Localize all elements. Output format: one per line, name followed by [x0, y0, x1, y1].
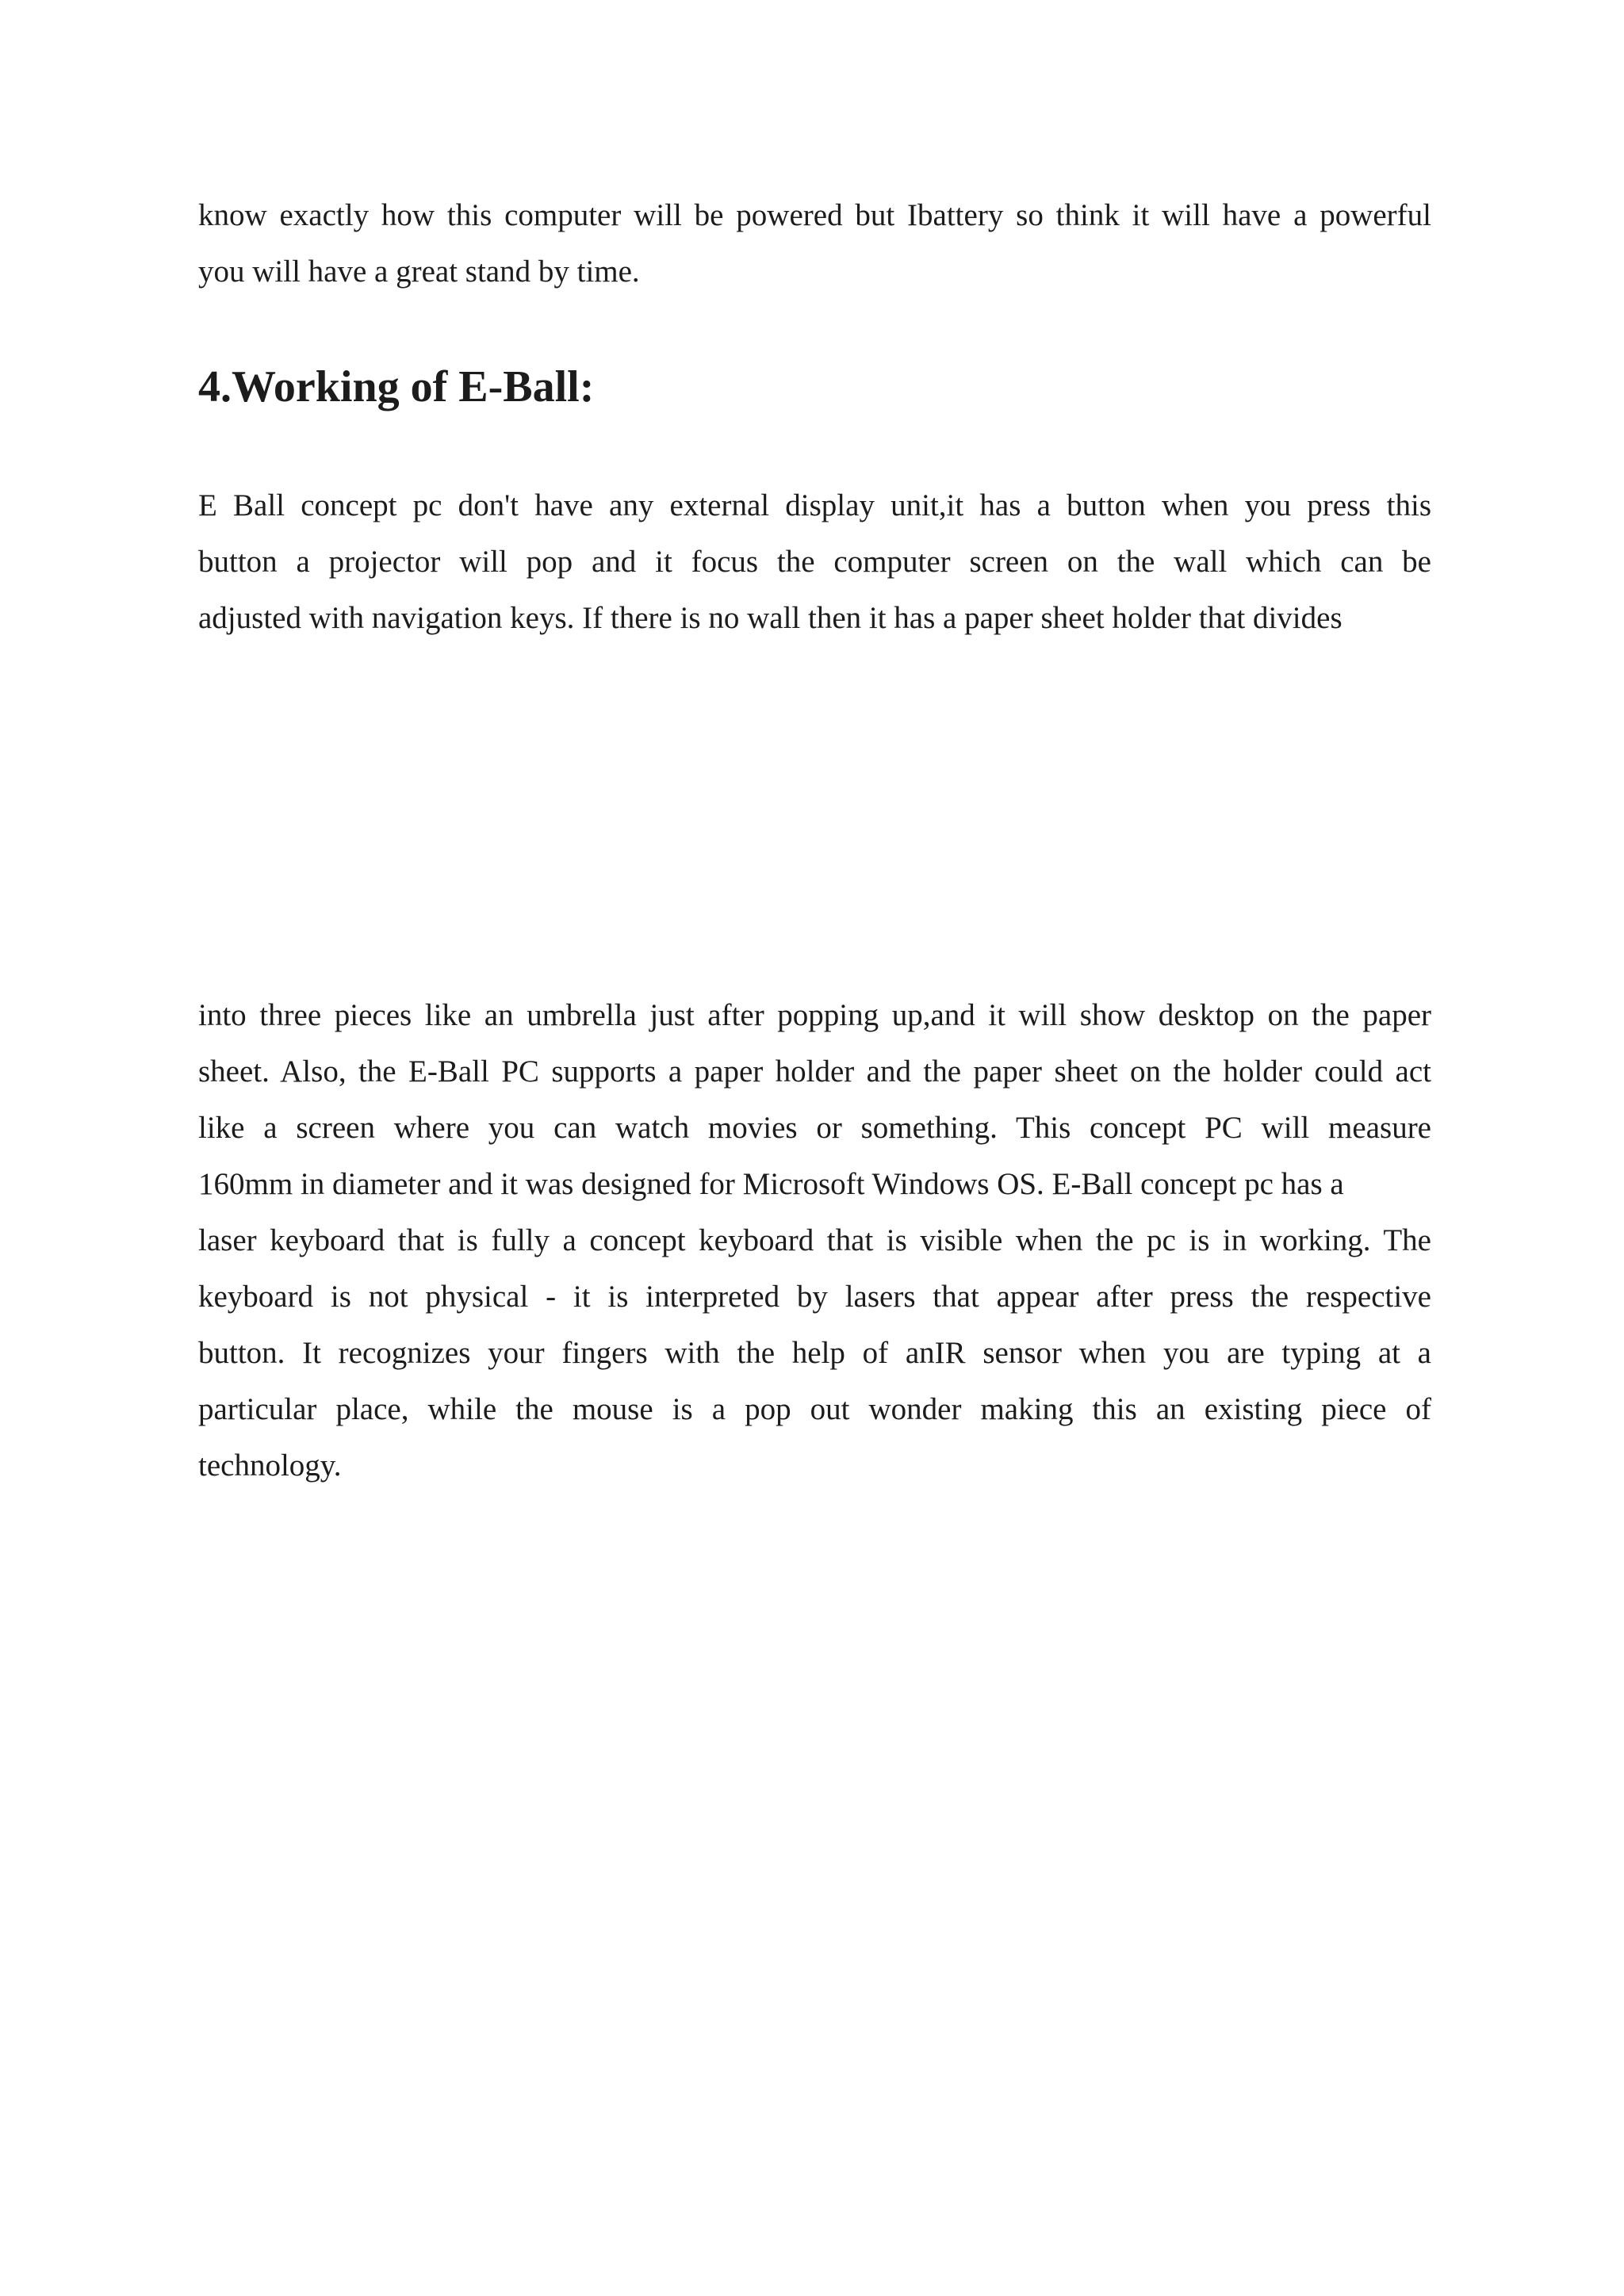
intro-line-1: know exactly how this computer will be powered but Ibattery so think it will have a powerful: [198, 198, 1431, 232]
intro-line-2: you will have a great stand by time.: [198, 254, 640, 289]
working2-line-5: laser keyboard that is fully a concept keyboard that is visible when the pc is in working. The: [198, 1223, 1431, 1257]
section-heading-container: [198, 359, 1431, 415]
working-paragraph-1: [198, 477, 1431, 646]
section-heading: 4.Working of E-Ball:: [198, 362, 595, 411]
working2-line-7: button. It recognizes your fingers with the help of anIR sensor when you are typing at a: [198, 1336, 1431, 1370]
working1-line-1: E Ball concept pc don't have any external display unit,it has a button when you press this: [198, 488, 1431, 522]
working2-line-1: into three pieces like an umbrella just after popping up,and it will show desktop on the paper: [198, 998, 1431, 1032]
working2-line-9: technology.: [198, 1448, 342, 1483]
working2-line-6: keyboard is not physical - it is interpreted by lasers that appear after press the respective: [198, 1280, 1431, 1314]
working2-line-2: sheet. Also, the E-Ball PC supports a paper holder and the paper sheet on the holder could act: [198, 1054, 1431, 1089]
working2-line-4: 160mm in diameter and it was designed for Microsoft Windows OS. E-Ball concept pc has a: [198, 1167, 1344, 1201]
intro-paragraph: [198, 187, 1431, 300]
working-paragraph-2: [198, 987, 1431, 1494]
working1-line-2: button a projector will pop and it focus the computer screen on the wall which can be: [198, 545, 1431, 579]
working2-line-8: particular place, while the mouse is a pop out wonder making this an existing piece of: [198, 1392, 1431, 1426]
working2-line-3: like a screen where you can watch movies or something. This concept PC will measure: [198, 1111, 1431, 1145]
working1-line-3: adjusted with navigation keys. If there is no wall then it has a paper sheet holder that divides: [198, 601, 1342, 635]
